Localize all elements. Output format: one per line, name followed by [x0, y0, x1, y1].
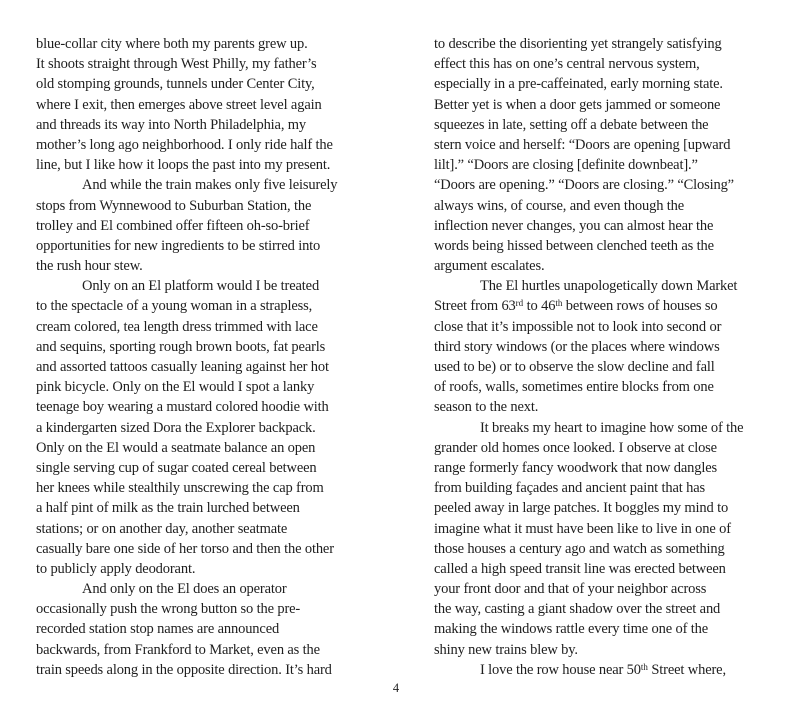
text-line: backwards, from Frankford to Market, even as the	[36, 641, 320, 658]
text-line: grander old homes once looked. I observe at close	[434, 439, 717, 456]
text-line: the way, casting a giant shadow over the street and	[434, 601, 721, 618]
page-number: 4	[392, 681, 400, 695]
text-line: cream colored, tea length dress trimmed with lace	[36, 318, 318, 335]
text-column-right	[434, 34, 758, 680]
text-line: It breaks my heart to imagine how some of the	[480, 419, 744, 436]
text-line: especially in a pre-caffeinated, early morning state.	[434, 76, 723, 93]
text-column-left	[36, 34, 382, 680]
text-line: “Doors are opening.” “Doors are closing.” “Closing”	[434, 177, 734, 194]
text-line: trolley and El combined offer fifteen oh-so-brief	[36, 217, 310, 234]
text-line: peeled away in large patches. It boggles my mind to	[434, 500, 729, 517]
text-line: single serving cup of sugar coated cereal between	[36, 459, 317, 476]
text-line: stops from Wynnewood to Suburban Station, the	[36, 197, 312, 214]
text-line: opportunities for new ingredients to be stirred into	[36, 237, 321, 254]
text-line: I love the row house near 50th Street where,	[480, 661, 726, 678]
text-line: pink bicycle. Only on the El would I spot a lanky	[36, 379, 315, 396]
text-line: line, but I like how it loops the past into my present.	[36, 157, 331, 174]
text-line: The El hurtles unapologetically down Market	[480, 278, 738, 295]
text-line: And while the train makes only five leisurely	[82, 177, 338, 194]
text-line: argument escalates.	[434, 258, 545, 275]
text-line: lilt].” “Doors are closing [definite downbeat].”	[434, 157, 698, 174]
text-line: a half pint of milk as the train lurched between	[36, 500, 300, 517]
text-line: teenage boy wearing a mustard colored hoodie with	[36, 399, 329, 416]
text-line: imagine what it must have been like to live in one of	[434, 520, 731, 537]
text-line: mother’s long ago neighborhood. I only ride half the	[36, 136, 333, 153]
text-line: and assorted tattoos casually leaning against her hot	[36, 359, 329, 375]
text-line: stern voice and herself: “Doors are opening [upward	[434, 136, 731, 153]
text-line: range formerly fancy woodwork that now dangles	[434, 459, 718, 476]
text-line: from building façades and ancient paint that has	[434, 480, 706, 497]
text-line: her knees while stealthily unscrewing the cap from	[36, 480, 324, 497]
text-line: Only on an El platform would I be treated	[82, 278, 320, 295]
text-line: words being hissed between clenched teeth as the	[434, 237, 714, 254]
text-line: your front door and that of your neighbor across	[434, 581, 707, 598]
text-line: It shoots straight through West Philly, my father’s	[36, 56, 317, 73]
text-line: close that it’s impossible not to look into second or	[434, 318, 722, 335]
text-line: train speeds along in the opposite direction. It’s hard	[36, 661, 332, 678]
text-line: old stomping grounds, tunnels under Center City,	[36, 76, 315, 93]
text-line: stations; or on another day, another seatmate	[36, 520, 288, 537]
text-line: always wins, of course, and even though the	[434, 197, 685, 214]
text-line: Only on the El would a seatmate balance an open	[36, 439, 316, 456]
text-line: inflection never changes, you can almost hear the	[434, 217, 714, 234]
text-line: those houses a century ago and watch as something	[434, 540, 725, 557]
text-line: shiny new trains blew by.	[434, 641, 578, 658]
text-line: blue-collar city where both my parents grew up.	[36, 36, 308, 52]
text-line: of roofs, walls, sometimes entire blocks from one	[434, 379, 714, 396]
text-line: making the windows rattle every time one of the	[434, 621, 709, 638]
text-line: squeezes in late, setting off a debate between the	[434, 116, 709, 133]
text-line: recorded station stop names are announced	[36, 621, 280, 638]
text-line: third story windows (or the places where windows	[434, 338, 720, 355]
text-line: a kindergarten sized Dora the Explorer backpack.	[36, 419, 316, 436]
text-line: occasionally push the wrong button so the pre-	[36, 601, 301, 618]
text-line: season to the next.	[434, 399, 539, 416]
text-line: effect this has on one’s central nervous system,	[434, 56, 700, 73]
text-line: to describe the disorienting yet strangely satisfying	[434, 36, 722, 52]
text-line: called a high speed transit line was erected between	[434, 560, 726, 577]
text-line: casually bare one side of her torso and then the other	[36, 540, 334, 557]
text-line: And only on the El does an operator	[82, 581, 287, 598]
text-line: and sequins, sporting rough brown boots, fat pearls	[36, 338, 326, 355]
text-line: the rush hour stew.	[36, 258, 143, 275]
text-line: Street from 63rd to 46th between rows of houses so	[434, 298, 718, 315]
text-line: and threads its way into North Philadelphia, my	[36, 116, 307, 133]
text-line: used to be) or to observe the slow decline and fall	[434, 359, 715, 375]
text-line: to publicly apply deodorant.	[36, 560, 196, 577]
text-line: Better yet is when a door gets jammed or someone	[434, 96, 721, 113]
text-line: to the spectacle of a young woman in a strapless,	[36, 298, 313, 315]
text-line: where I exit, then emerges above street level again	[36, 96, 322, 113]
